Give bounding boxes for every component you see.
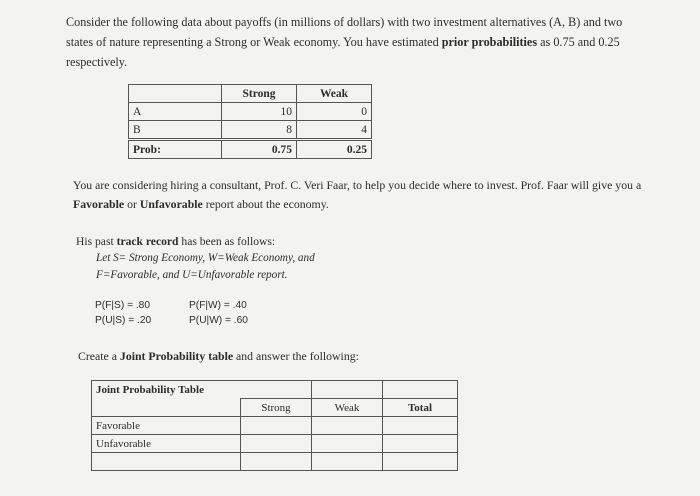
joint-title-row — [92, 381, 458, 399]
joint-cell-total-strong — [241, 453, 312, 471]
joint-label-favorable: Favorable — [92, 417, 185, 435]
payoff-prob-strong: 0.75 — [222, 140, 297, 159]
payoff-table — [128, 84, 372, 159]
payoff-b-strong: 8 — [222, 121, 297, 140]
intro-paragraph — [66, 12, 646, 72]
joint-header-spacer — [184, 399, 241, 417]
track-bold: track record — [116, 235, 179, 248]
joint-row-unfavorable — [92, 435, 458, 453]
joint-cell-unfavorable-weak — [312, 435, 383, 453]
instruction-text-start: Create a — [78, 349, 120, 363]
joint-probability-table — [91, 380, 458, 471]
instruction-line — [78, 349, 359, 364]
joint-cell-unfavorable-strong — [241, 435, 312, 453]
payoff-header-empty — [129, 85, 222, 103]
joint-header-row — [92, 399, 458, 417]
joint-title-blank-2 — [312, 381, 383, 399]
payoff-prob-weak: 0.25 — [297, 140, 372, 159]
joint-cell-favorable-weak — [312, 417, 383, 435]
joint-label-total-blank — [92, 453, 185, 471]
prob-f-given-w: P(F|W) = .40 — [189, 300, 247, 311]
payoff-a-strong: 10 — [222, 103, 297, 121]
joint-table-title: Joint Probability Table — [92, 381, 241, 399]
joint-cell-favorable-total — [383, 417, 458, 435]
payoff-header-weak: Weak — [297, 85, 372, 103]
consultant-text-start: You are considering hiring a consultant, Prof. C. Veri Faar, to help you decide where to invest. Prof. Faar will give you a — [73, 178, 642, 192]
joint-header-strong: Strong — [241, 399, 312, 417]
track-record-heading — [76, 233, 315, 250]
consultant-text-or: or — [124, 197, 140, 211]
consultant-paragraph — [73, 176, 663, 214]
joint-unfavorable-spacer — [184, 435, 241, 453]
consultant-bold-favorable: Favorable — [73, 197, 125, 211]
payoff-header-strong: Strong — [222, 85, 297, 103]
consultant-text-end: report about the economy. — [202, 197, 329, 211]
conditional-probs-weak — [189, 298, 248, 328]
intro-bold-prior: prior probabilities — [441, 35, 538, 49]
payoff-row-b — [129, 121, 372, 140]
instruction-bold: Joint Probability table — [119, 349, 234, 363]
intro-text-start: Consider the following data about payoffs (in millions of dollars) with two investment alternatives (A, B) and two states of nature representing a Strong or Weak economy. You have estimated — [66, 15, 623, 49]
track-record-block — [76, 233, 315, 284]
joint-header-weak: Weak — [312, 399, 383, 417]
definition-line-1: Let S= Strong Economy, W=Weak Economy, and — [96, 252, 315, 264]
payoff-b-weak: 4 — [297, 121, 372, 140]
joint-row-total — [92, 453, 458, 471]
definition-line-2: F=Favorable, and U=Unfavorable report. — [96, 269, 288, 281]
joint-header-empty — [92, 399, 185, 417]
joint-label-unfavorable: Unfavorable — [92, 435, 185, 453]
joint-cell-unfavorable-total — [383, 435, 458, 453]
payoff-label-prob: Prob: — [129, 140, 222, 159]
prob-u-given-w: P(U|W) = .60 — [189, 315, 248, 326]
joint-total-spacer — [184, 453, 241, 471]
track-text-end: has been as follows: — [178, 235, 276, 248]
joint-row-favorable — [92, 417, 458, 435]
joint-title-blank — [241, 381, 312, 399]
prob-f-given-s: P(F|S) = .80 — [95, 300, 151, 311]
payoff-label-b: B — [129, 121, 222, 140]
joint-cell-favorable-strong — [241, 417, 312, 435]
joint-favorable-spacer — [184, 417, 241, 435]
payoff-header-row — [129, 85, 372, 103]
instruction-text-end: and answer the following: — [233, 349, 359, 363]
joint-title-blank-3 — [383, 381, 458, 399]
intro-text-end: as 0.75 and 0.25 respectively. — [66, 35, 620, 69]
prob-u-given-s: P(U|S) = .20 — [95, 315, 152, 326]
joint-cell-total-weak — [312, 453, 383, 471]
payoff-label-a: A — [129, 103, 222, 121]
payoff-a-weak: 0 — [297, 103, 372, 121]
joint-header-total: Total — [383, 399, 458, 417]
conditional-probs-strong — [95, 298, 151, 328]
payoff-row-a — [129, 103, 372, 121]
consultant-bold-unfavorable: Unfavorable — [139, 197, 203, 211]
joint-cell-grand-total — [383, 453, 458, 471]
track-text-start: His past — [76, 235, 117, 248]
payoff-row-prob — [129, 140, 372, 159]
